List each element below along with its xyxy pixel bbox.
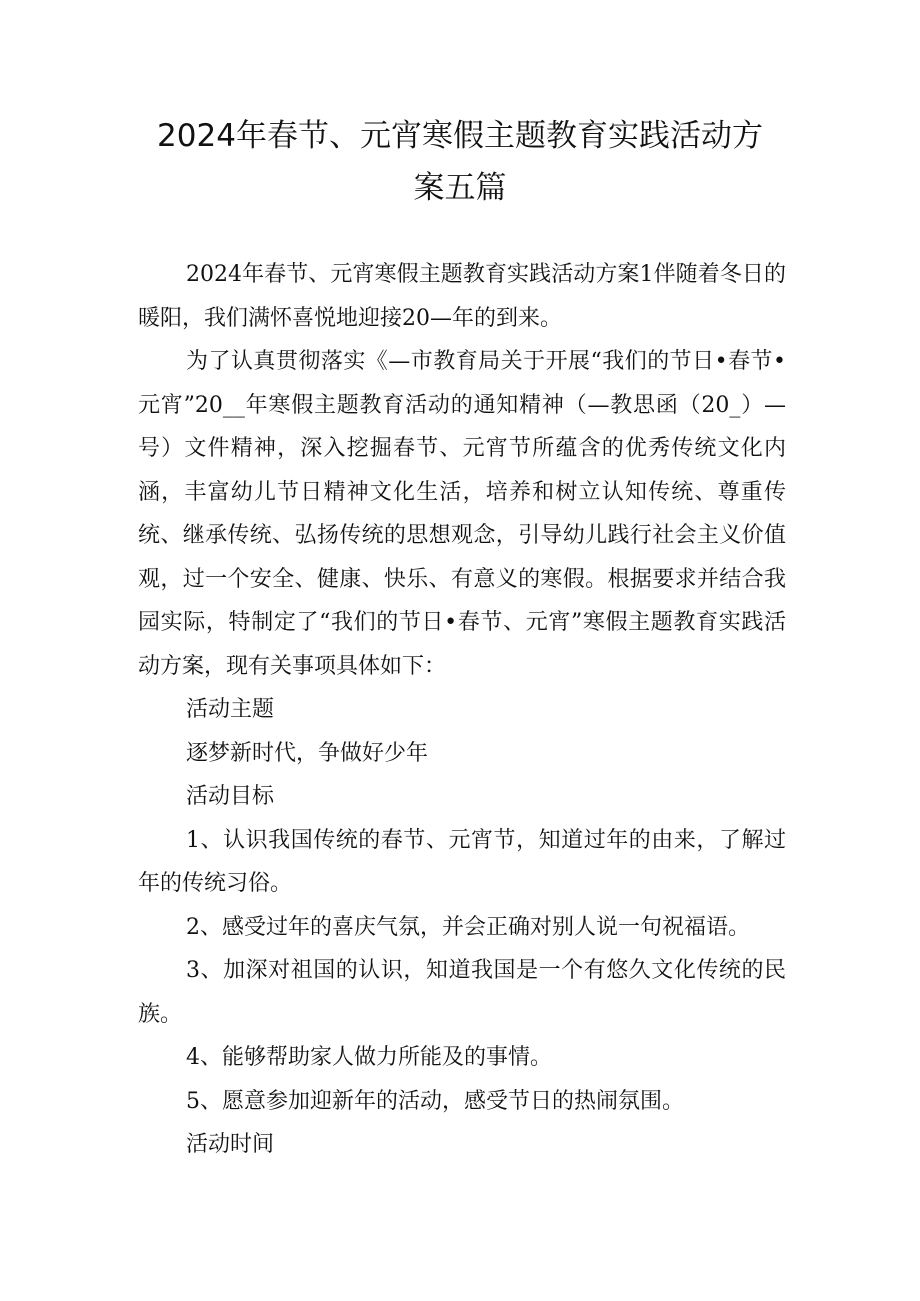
goal-item: 5、愿意参加迎新年的活动，感受节日的热闹氛围。 <box>186 1088 684 1114</box>
goal-item: 3、加深对祖国的认识，知道我国是一个有悠久文化传统的民族。 <box>138 958 786 1027</box>
document-title-line-1: 2024年春节、元宵寒假主题教育实践活动方 <box>157 118 763 154</box>
document-title-line-2: 案五篇 <box>413 170 507 206</box>
section-heading-time: 活动时间 <box>186 1132 275 1157</box>
goal-item: 4、能够帮助家人做力所能及的事情。 <box>186 1045 552 1070</box>
document-body <box>138 253 786 1167</box>
goal-item: 1、认识我国传统的春节、元宵节，知道过年的由来，了解过年的传统习俗。 <box>138 827 786 896</box>
background-paragraph: 为了认真贯彻落实《—市教育局关于开展“我们的节日•春节•元宵”20__年寒假主题教育活动的通知精神（—教思函（20_）—号）文件精神，深入挖掘春节、元宵节所蕴含的优秀传统文化内涵，丰富幼儿节日精神文化生活，培养和树立认知传统、尊重传统、继承传统、弘扬传统的思想观念，引导幼儿践行社会主义价值观，过一个安全、健康、快乐、有意义的寒假。根据要求并结合我园实际，特制定了“我们的节日•春节、元宵”寒假主题教育实践活动方案，现有关事项具体如下： <box>138 349 786 679</box>
goal-item: 2、感受过年的喜庆气氛，并会正确对别人说一句祝福语。 <box>186 914 750 940</box>
section-heading-goals: 活动目标 <box>186 784 275 809</box>
intro-paragraph: 2024年春节、元宵寒假主题教育实践活动方案1伴随着冬日的暖阳，我们满怀喜悦地迎接20—年的到来。 <box>138 262 786 331</box>
section-heading-theme: 活动主题 <box>186 697 275 722</box>
theme-paragraph: 逐梦新时代，争做好少年 <box>186 740 429 766</box>
